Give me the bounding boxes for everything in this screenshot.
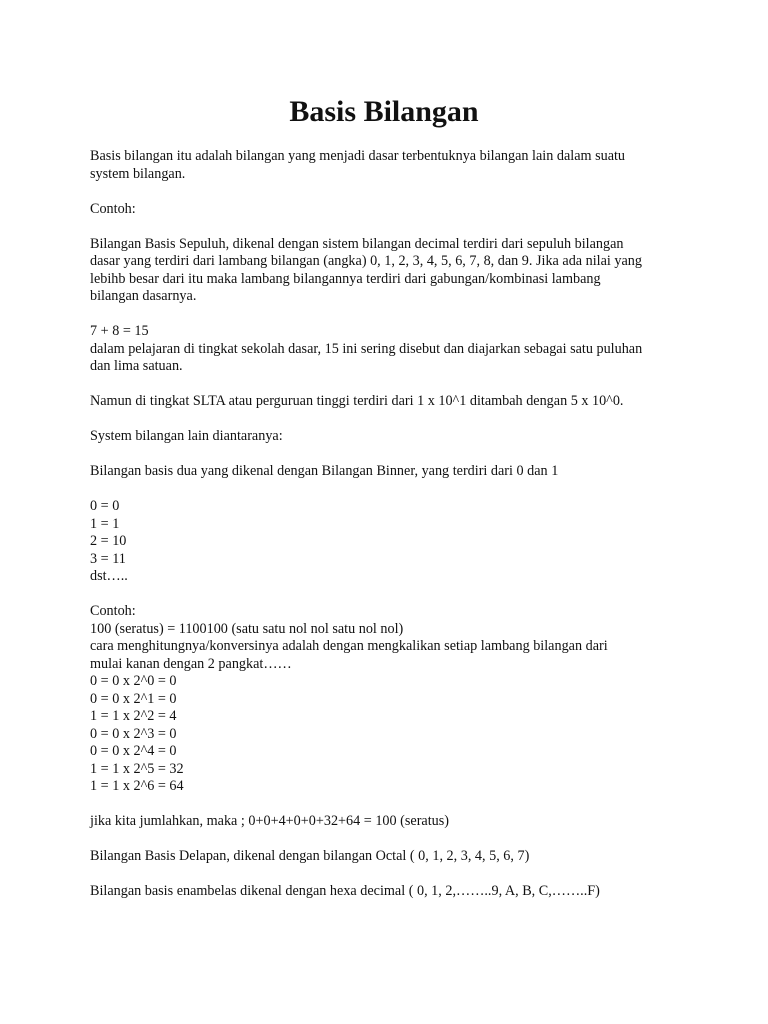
system-lain-paragraph: System bilangan lain diantaranya: (90, 428, 283, 444)
sum-paragraph (90, 323, 690, 376)
text-line: mulai kanan dengan 2 pangkat…… (90, 655, 292, 672)
binary-row: 2 = 10 (90, 533, 127, 549)
contoh-label: Contoh: (90, 603, 136, 619)
binary-table (90, 498, 690, 586)
binary-row: 0 = 0 (90, 498, 120, 514)
contoh-label: Contoh: (90, 200, 136, 217)
binary-row: 3 = 11 (90, 550, 126, 567)
slta-paragraph: Namun di tingkat SLTA atau perguruan tinggi terdiri dari 1 x 10^1 ditambah dengan 5 x 10^0. (90, 393, 624, 409)
text-line: dan lima satuan. (90, 358, 183, 374)
text-line: Bilangan Basis Sepuluh, dikenal dengan sistem bilangan decimal terdiri dari sepuluh bilangan (90, 235, 624, 252)
text-line: system bilangan. (90, 165, 186, 182)
text-line: bilangan dasarnya. (90, 288, 197, 304)
conversion-block (90, 603, 690, 796)
text-line: lebihb besar dari itu maka lambang bilangannya terdiri dari gabungan/kombinasi lambang (90, 270, 601, 287)
text-line: Basis bilangan itu adalah bilangan yang menjadi dasar terbentuknya bilangan lain dalam suatu (90, 148, 626, 164)
document-body (90, 148, 690, 901)
conversion-step: 0 = 0 x 2^0 = 0 (90, 673, 177, 689)
example-line: 100 (seratus) = 1100100 (satu satu nol nol satu nol nol) (90, 620, 404, 637)
text-line: cara menghitungnya/konversinya adalah dengan mengkalikan setiap lambang bilangan dari (90, 638, 608, 654)
intro-paragraph (90, 148, 690, 183)
text-line: dalam pelajaran di tingkat sekolah dasar, 15 ini sering disebut dan diajarkan sebagai satu puluhan (90, 340, 643, 357)
binary-row: dst….. (90, 568, 128, 584)
sum-example: 7 + 8 = 15 (90, 323, 149, 339)
binary-row: 1 = 1 (90, 515, 120, 532)
hexa-paragraph: Bilangan basis enambelas dikenal dengan hexa decimal ( 0, 1, 2,……..9, A, B, C,……..F) (90, 883, 600, 899)
conversion-step: 1 = 1 x 2^6 = 64 (90, 778, 184, 794)
conversion-step: 0 = 0 x 2^1 = 0 (90, 690, 177, 707)
page-title: Basis Bilangan (289, 95, 479, 128)
octal-paragraph: Bilangan Basis Delapan, dikenal dengan bilangan Octal ( 0, 1, 2, 3, 4, 5, 6, 7) (90, 848, 530, 864)
conversion-step: 1 = 1 x 2^5 = 32 (90, 760, 184, 777)
conversion-step: 0 = 0 x 2^3 = 0 (90, 725, 177, 742)
decimal-paragraph (90, 236, 690, 306)
conversion-step: 1 = 1 x 2^2 = 4 (90, 708, 177, 724)
text-line: dasar yang terdiri dari lambang bilangan (angka) 0, 1, 2, 3, 4, 5, 6, 7, 8, dan 9. Jika ada nilai yang (90, 253, 642, 269)
conversion-step: 0 = 0 x 2^4 = 0 (90, 743, 177, 759)
binary-intro-paragraph: Bilangan basis dua yang dikenal dengan Bilangan Binner, yang terdiri dari 0 dan 1 (90, 463, 559, 479)
sum-result-paragraph: jika kita jumlahkan, maka ; 0+0+4+0+0+32+64 = 100 (seratus) (90, 813, 450, 829)
